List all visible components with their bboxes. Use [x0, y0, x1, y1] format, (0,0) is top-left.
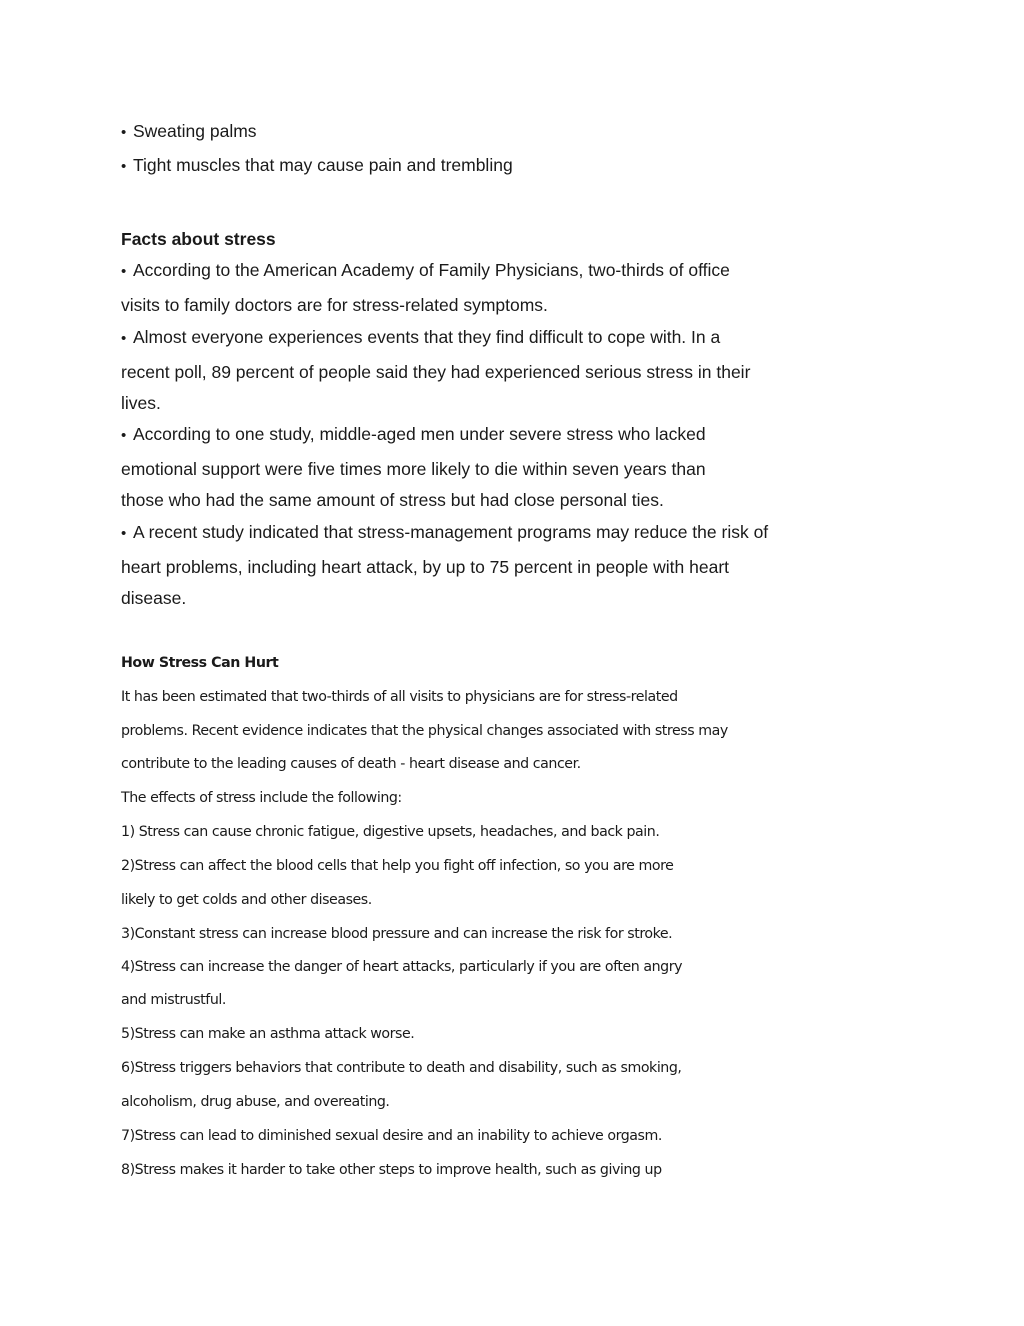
how-stress-heading: How Stress Can Hurt	[121, 655, 279, 671]
body-line: 3)Constant stress can increase blood pressure and can increase the risk for stroke.	[121, 926, 673, 942]
facts-heading: Facts about stress	[121, 229, 276, 249]
fact-line: heart problems, including heart attack, by up to 75 percent in people with heart	[121, 557, 730, 577]
body-line: problems. Recent evidence indicates that the physical changes associated with stress may	[121, 723, 728, 739]
body-line: 1) Stress can cause chronic fatigue, digestive upsets, headaches, and back pain.	[121, 824, 660, 840]
fact-line: • According to the American Academy of Family Physicians, two-thirds of office	[121, 259, 730, 283]
body-line: 4)Stress can increase the danger of heart attacks, particularly if you are often angry	[121, 959, 683, 975]
body-line: The effects of stress include the following:	[121, 790, 402, 806]
fact-line: • Almost everyone experiences events that they find difficult to cope with. In a	[121, 326, 720, 350]
fact-line: lives.	[121, 393, 161, 413]
body-line: likely to get colds and other diseases.	[121, 892, 372, 908]
fact-line: emotional support were five times more likely to die within seven years than	[121, 459, 706, 479]
body-line: 2)Stress can affect the blood cells that help you fight off infection, so you are more	[121, 858, 674, 874]
fact-line: those who had the same amount of stress but had close personal ties.	[121, 490, 664, 510]
body-line: 7)Stress can lead to diminished sexual desire and an inability to achieve orgasm.	[121, 1128, 662, 1144]
fact-line: visits to family doctors are for stress-related symptoms.	[121, 295, 548, 315]
symptom-item: • Sweating palms	[121, 120, 257, 144]
fact-line: recent poll, 89 percent of people said they had experienced serious stress in their	[121, 362, 751, 382]
body-line: and mistrustful.	[121, 992, 226, 1008]
symptom-item: • Tight muscles that may cause pain and trembling	[121, 154, 513, 178]
body-line: 8)Stress makes it harder to take other steps to improve health, such as giving up	[121, 1162, 662, 1178]
body-line: 6)Stress triggers behaviors that contribute to death and disability, such as smoking,	[121, 1060, 682, 1076]
fact-line: • According to one study, middle-aged men under severe stress who lacked	[121, 423, 706, 447]
body-line: It has been estimated that two-thirds of all visits to physicians are for stress-related	[121, 689, 678, 705]
body-line: contribute to the leading causes of death - heart disease and cancer.	[121, 756, 581, 772]
fact-line: disease.	[121, 588, 187, 608]
body-line: 5)Stress can make an asthma attack worse.	[121, 1026, 415, 1042]
fact-line: • A recent study indicated that stress-management programs may reduce the risk of	[121, 521, 768, 545]
body-line: alcoholism, drug abuse, and overeating.	[121, 1094, 390, 1110]
